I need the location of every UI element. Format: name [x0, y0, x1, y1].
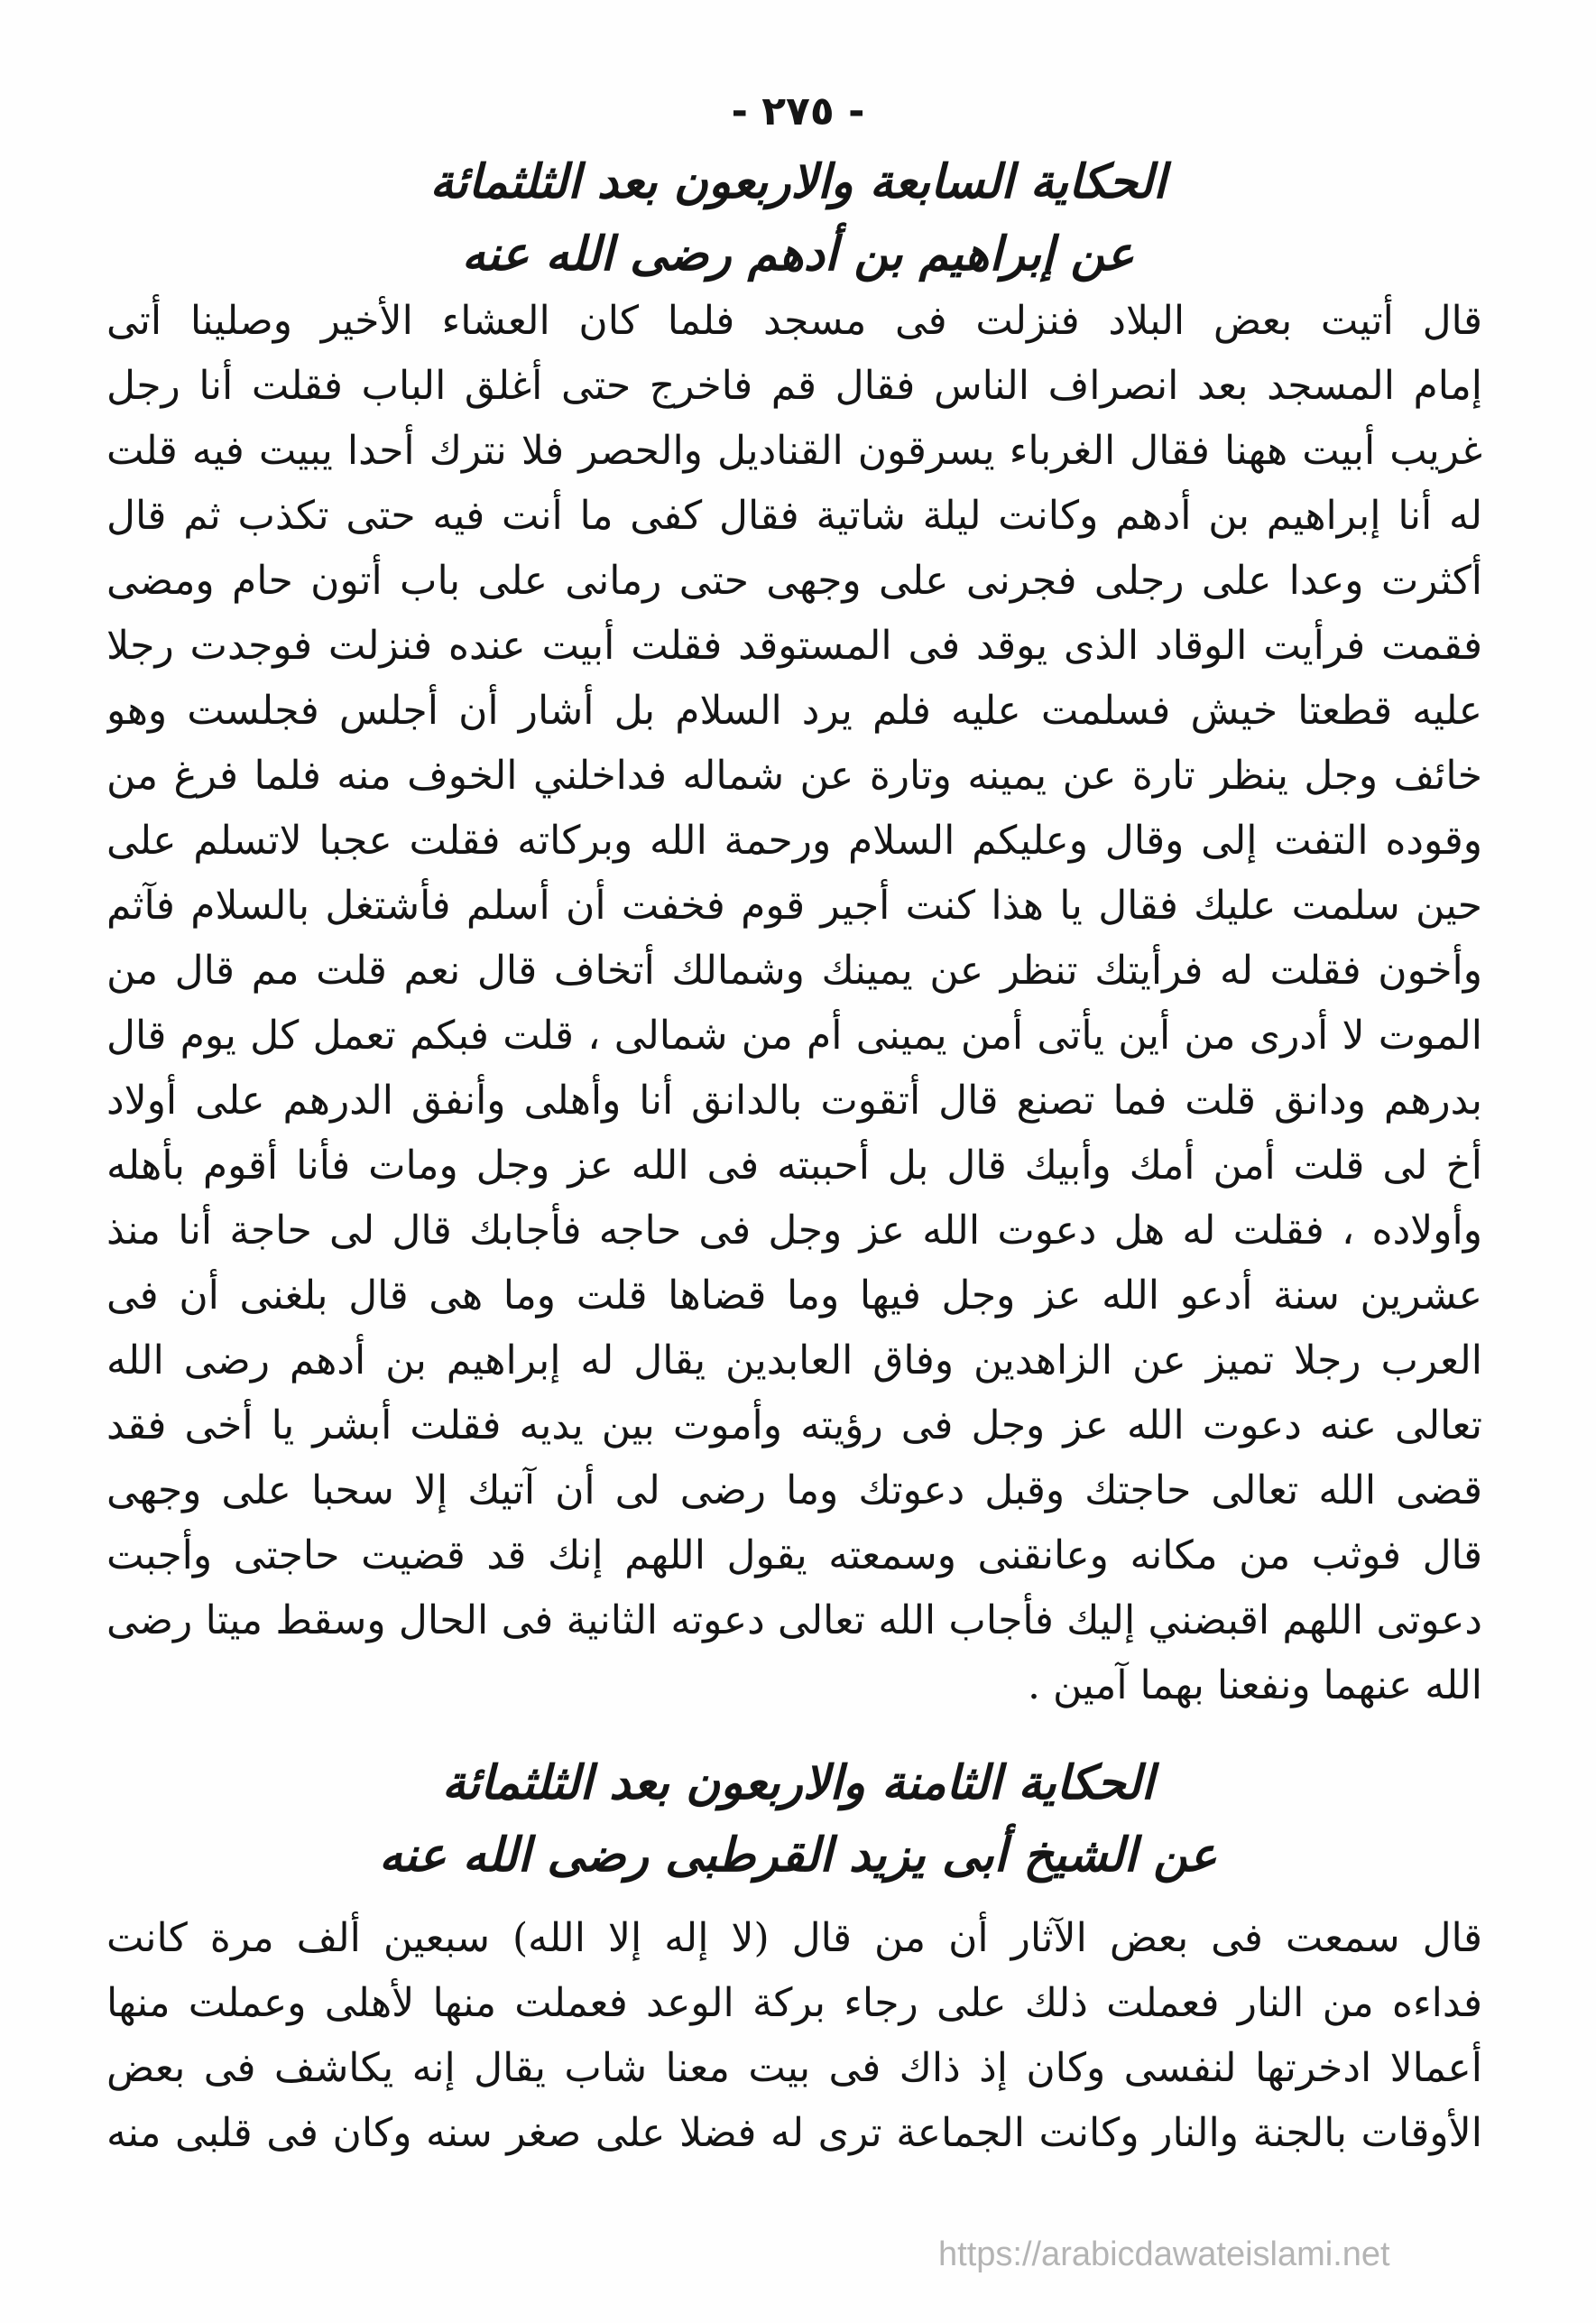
story-1-line: خائف وجل ينظر تارة عن يمينه وتارة عن شماله فداخلني الخوف منه فلما فرغ من	[106, 753, 1482, 799]
story-1-line: إمام المسجد بعد انصراف الناس فقال قم فاخرج حتى أغلق الباب فقلت أنا رجل	[106, 363, 1482, 409]
story-2-title-line-1: الحكاية الثامنة والاربعون بعد الثلثمائة	[441, 1756, 1155, 1810]
story-2-line: الأوقات بالجنة والنار وكانت الجماعة ترى له فضلا على صغر سنه وكان فى قلبى منه	[106, 2110, 1482, 2156]
story-1-line: قضى الله تعالى حاجتك وقبل دعوتك وما رضى لى أن آتيك إلا سحبا على وجهى	[106, 1467, 1482, 1513]
story-1-line: وأخون فقلت له فرأيتك تنظر عن يمينك وشمالك أتخاف قال نعم قلت مم قال من	[106, 948, 1482, 994]
story-1-title-line-2: عن إبراهيم بن أدهم رضى الله عنه	[461, 227, 1135, 282]
story-1-line: العرب رجلا تميز عن الزاهدين وفاق العابدين يقال له إبراهيم بن أدهم رضى الله	[106, 1337, 1482, 1384]
story-2-line: فداءه من النار فعملت ذلك على رجاء بركة الوعد فعملت منها لأهلى وعملت منها	[106, 1980, 1482, 2026]
story-1-line: بدرهم ودانق قلت فما تصنع قال أتقوت بالدانق أنا وأهلى وأنفق الدرهم على أولاد	[106, 1078, 1482, 1124]
story-1-line: وقوده التفت إلى وقال وعليكم السلام ورحمة الله وبركاته فقلت عجبا لاتسلم على	[106, 818, 1482, 864]
story-1-line: عشرين سنة أدعو الله عز وجل فيها وما قضاها قلت وما هى قال بلغنى أن فى	[106, 1273, 1482, 1319]
story-1-line: أكثرت وعدا على رجلى فجرنى على وجهى حتى رمانى على باب أتون حام ومضى	[106, 558, 1482, 604]
page-number: - ٢٧٥ -	[731, 88, 865, 134]
story-1-line: أخ لى قلت أمن أمك وأبيك قال بل أحببته فى الله عز وجل ومات فأنا أقوم بأهله	[106, 1143, 1482, 1189]
story-2-line: أعمالا ادخرتها لنفسى وكان إذ ذاك فى بيت معنا شاب يقال إنه يكاشف فى بعض	[106, 2045, 1482, 2091]
watermark-url: https://arabicdawateislami.net	[938, 2235, 1390, 2273]
story-1-title-line-1: الحكاية السابعة والاربعون بعد الثلثمائة	[429, 155, 1167, 209]
story-1-line: فقمت فرأيت الوقاد الذى يوقد فى المستوقد فقلت أبيت عنده فنزلت فوجدت رجلا	[106, 623, 1482, 669]
story-1-line: غريب أبيت ههنا فقال الغرباء يسرقون القناديل والحصر فلا نترك أحدا يبيت فيه قلت	[106, 428, 1482, 474]
story-2-line: قال سمعت فى بعض الآثار أن من قال (لا إله إلا الله) سبعين ألف مرة كانت	[106, 1915, 1482, 1961]
story-1-line-final: الله عنهما ونفعنا بهما آمين .	[1028, 1662, 1482, 1708]
story-1-line: تعالى عنه دعوت الله عز وجل فى رؤيته وأموت بين يديه فقلت أبشر يا أخى فقد	[106, 1402, 1482, 1448]
story-1-line: دعوتى اللهم اقبضني إليك فأجاب الله تعالى دعوته الثانية فى الحال وسقط ميتا رضى	[106, 1597, 1482, 1643]
story-1-line: قال فوثب من مكانه وعانقنى وسمعته يقول اللهم إنك قد قضيت حاجتى وأجبت	[106, 1532, 1482, 1578]
story-1-line: عليه قطعتا خيش فسلمت عليه فلم يرد السلام بل أشار أن أجلس فجلست وهو	[106, 688, 1482, 734]
story-1-line: الموت لا أدرى من أين يأتى أمن يمينى أم من شمالى ، قلت فبكم تعمل كل يوم قال	[106, 1013, 1482, 1059]
story-1-line: له أنا إبراهيم بن أدهم وكانت ليلة شاتية فقال كفى ما أنت فيه حتى تكذب ثم قال	[106, 493, 1482, 539]
story-1-line: حين سلمت عليك فقال يا هذا كنت أجير قوم فخفت أن أسلم فأشتغل بالسلام فآثم	[106, 883, 1482, 929]
story-2-title-line-2: عن الشيخ أبى يزيد القرطبى رضى الله عنه	[379, 1828, 1217, 1883]
story-1-line: قال أتيت بعض البلاد فنزلت فى مسجد فلما كان العشاء الأخير وصلينا أتى	[106, 298, 1482, 344]
story-1-line: وأولاده ، فقلت له هل دعوت الله عز وجل فى حاجه فأجابك قال لى حاجة أنا منذ	[106, 1208, 1482, 1254]
